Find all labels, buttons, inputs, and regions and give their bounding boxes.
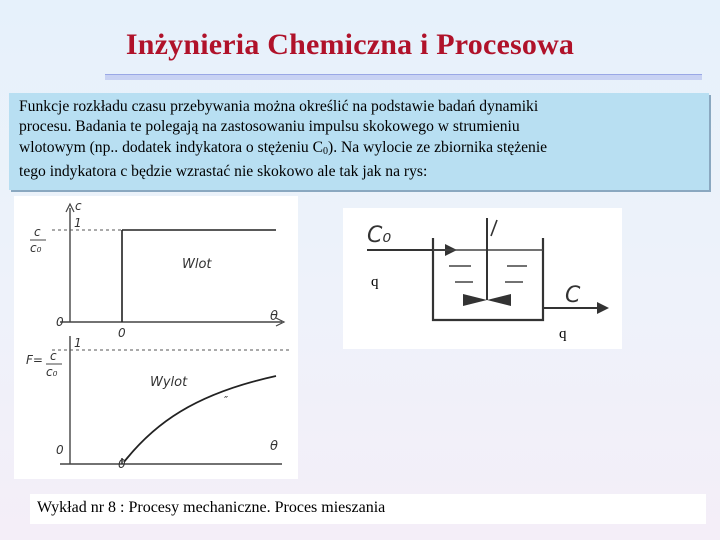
outlet-response-graph	[26, 336, 290, 471]
outlet-curve-mark: ″	[224, 394, 229, 407]
description-line-3-post: ). Na wylocie ze zbiornika stężenie	[328, 138, 548, 156]
top-y-label-numerator: c	[34, 225, 41, 239]
description-line-1: Funkcje rozkładu czasu przebywania można określić na podstawie badań dynamiki	[19, 98, 539, 115]
description-line-3	[19, 138, 701, 162]
bottom-y-label-denominator: c₀	[46, 365, 58, 379]
stirrer-blade-right	[487, 294, 511, 306]
description-box	[9, 93, 709, 190]
bottom-origin-left: 0	[56, 443, 64, 457]
top-origin-bottom: 0	[118, 326, 126, 340]
top-origin-left: 0	[56, 315, 64, 329]
stirrer-shaft-top	[491, 220, 497, 236]
tank-outlet-label: C	[565, 283, 581, 308]
f-label: F=	[26, 353, 43, 367]
description-line-4: tego indykatora c będzie wzrastać nie skokowo ale tak jak na rys:	[19, 162, 428, 180]
top-x-axis-variable: θ	[270, 309, 278, 324]
top-y-tick-one: 1	[74, 216, 82, 230]
outlet-arrow-head	[597, 302, 609, 314]
description-line-3-pre: wlotowym (np.. dodatek indykatora o stężeniu C	[19, 138, 324, 156]
slide-title: Inżynieria Chemiczna i Procesowa	[125, 28, 575, 61]
description-line-2: procesu. Badania te polegają na zastosowaniu impulsu skokowego w strumieniu	[19, 118, 520, 136]
outlet-response-curve	[124, 376, 276, 462]
bottom-origin-bottom: 0	[118, 457, 126, 471]
outlet-flow-label: q	[559, 326, 567, 342]
rtd-graphs-panel	[14, 196, 298, 479]
mixing-tank-diagram	[343, 208, 622, 349]
inlet-step-graph	[30, 199, 284, 340]
inlet-flow-label: q	[371, 274, 379, 290]
footer-text: Wykład nr 8 : Procesy mechaniczne. Proces mieszania	[37, 499, 386, 516]
footer-bar	[30, 494, 706, 524]
outlet-curve-label: Wylot	[150, 375, 188, 390]
mixing-tank-panel	[343, 208, 622, 349]
title-underline	[105, 74, 702, 80]
rtd-graphs-figure	[14, 196, 298, 479]
inlet-curve-label: Wlot	[182, 257, 212, 272]
top-y-label-denominator: c₀	[30, 241, 42, 255]
bottom-y-tick-one: 1	[74, 336, 82, 350]
description-subscript: 0	[323, 145, 329, 157]
top-y-axis-variable: c	[75, 199, 82, 213]
bottom-y-label-numerator: c	[50, 349, 57, 363]
stirrer-blade-left	[463, 294, 487, 306]
tank-inlet-label: C₀	[367, 223, 392, 248]
bottom-x-axis-variable: θ	[270, 439, 278, 454]
